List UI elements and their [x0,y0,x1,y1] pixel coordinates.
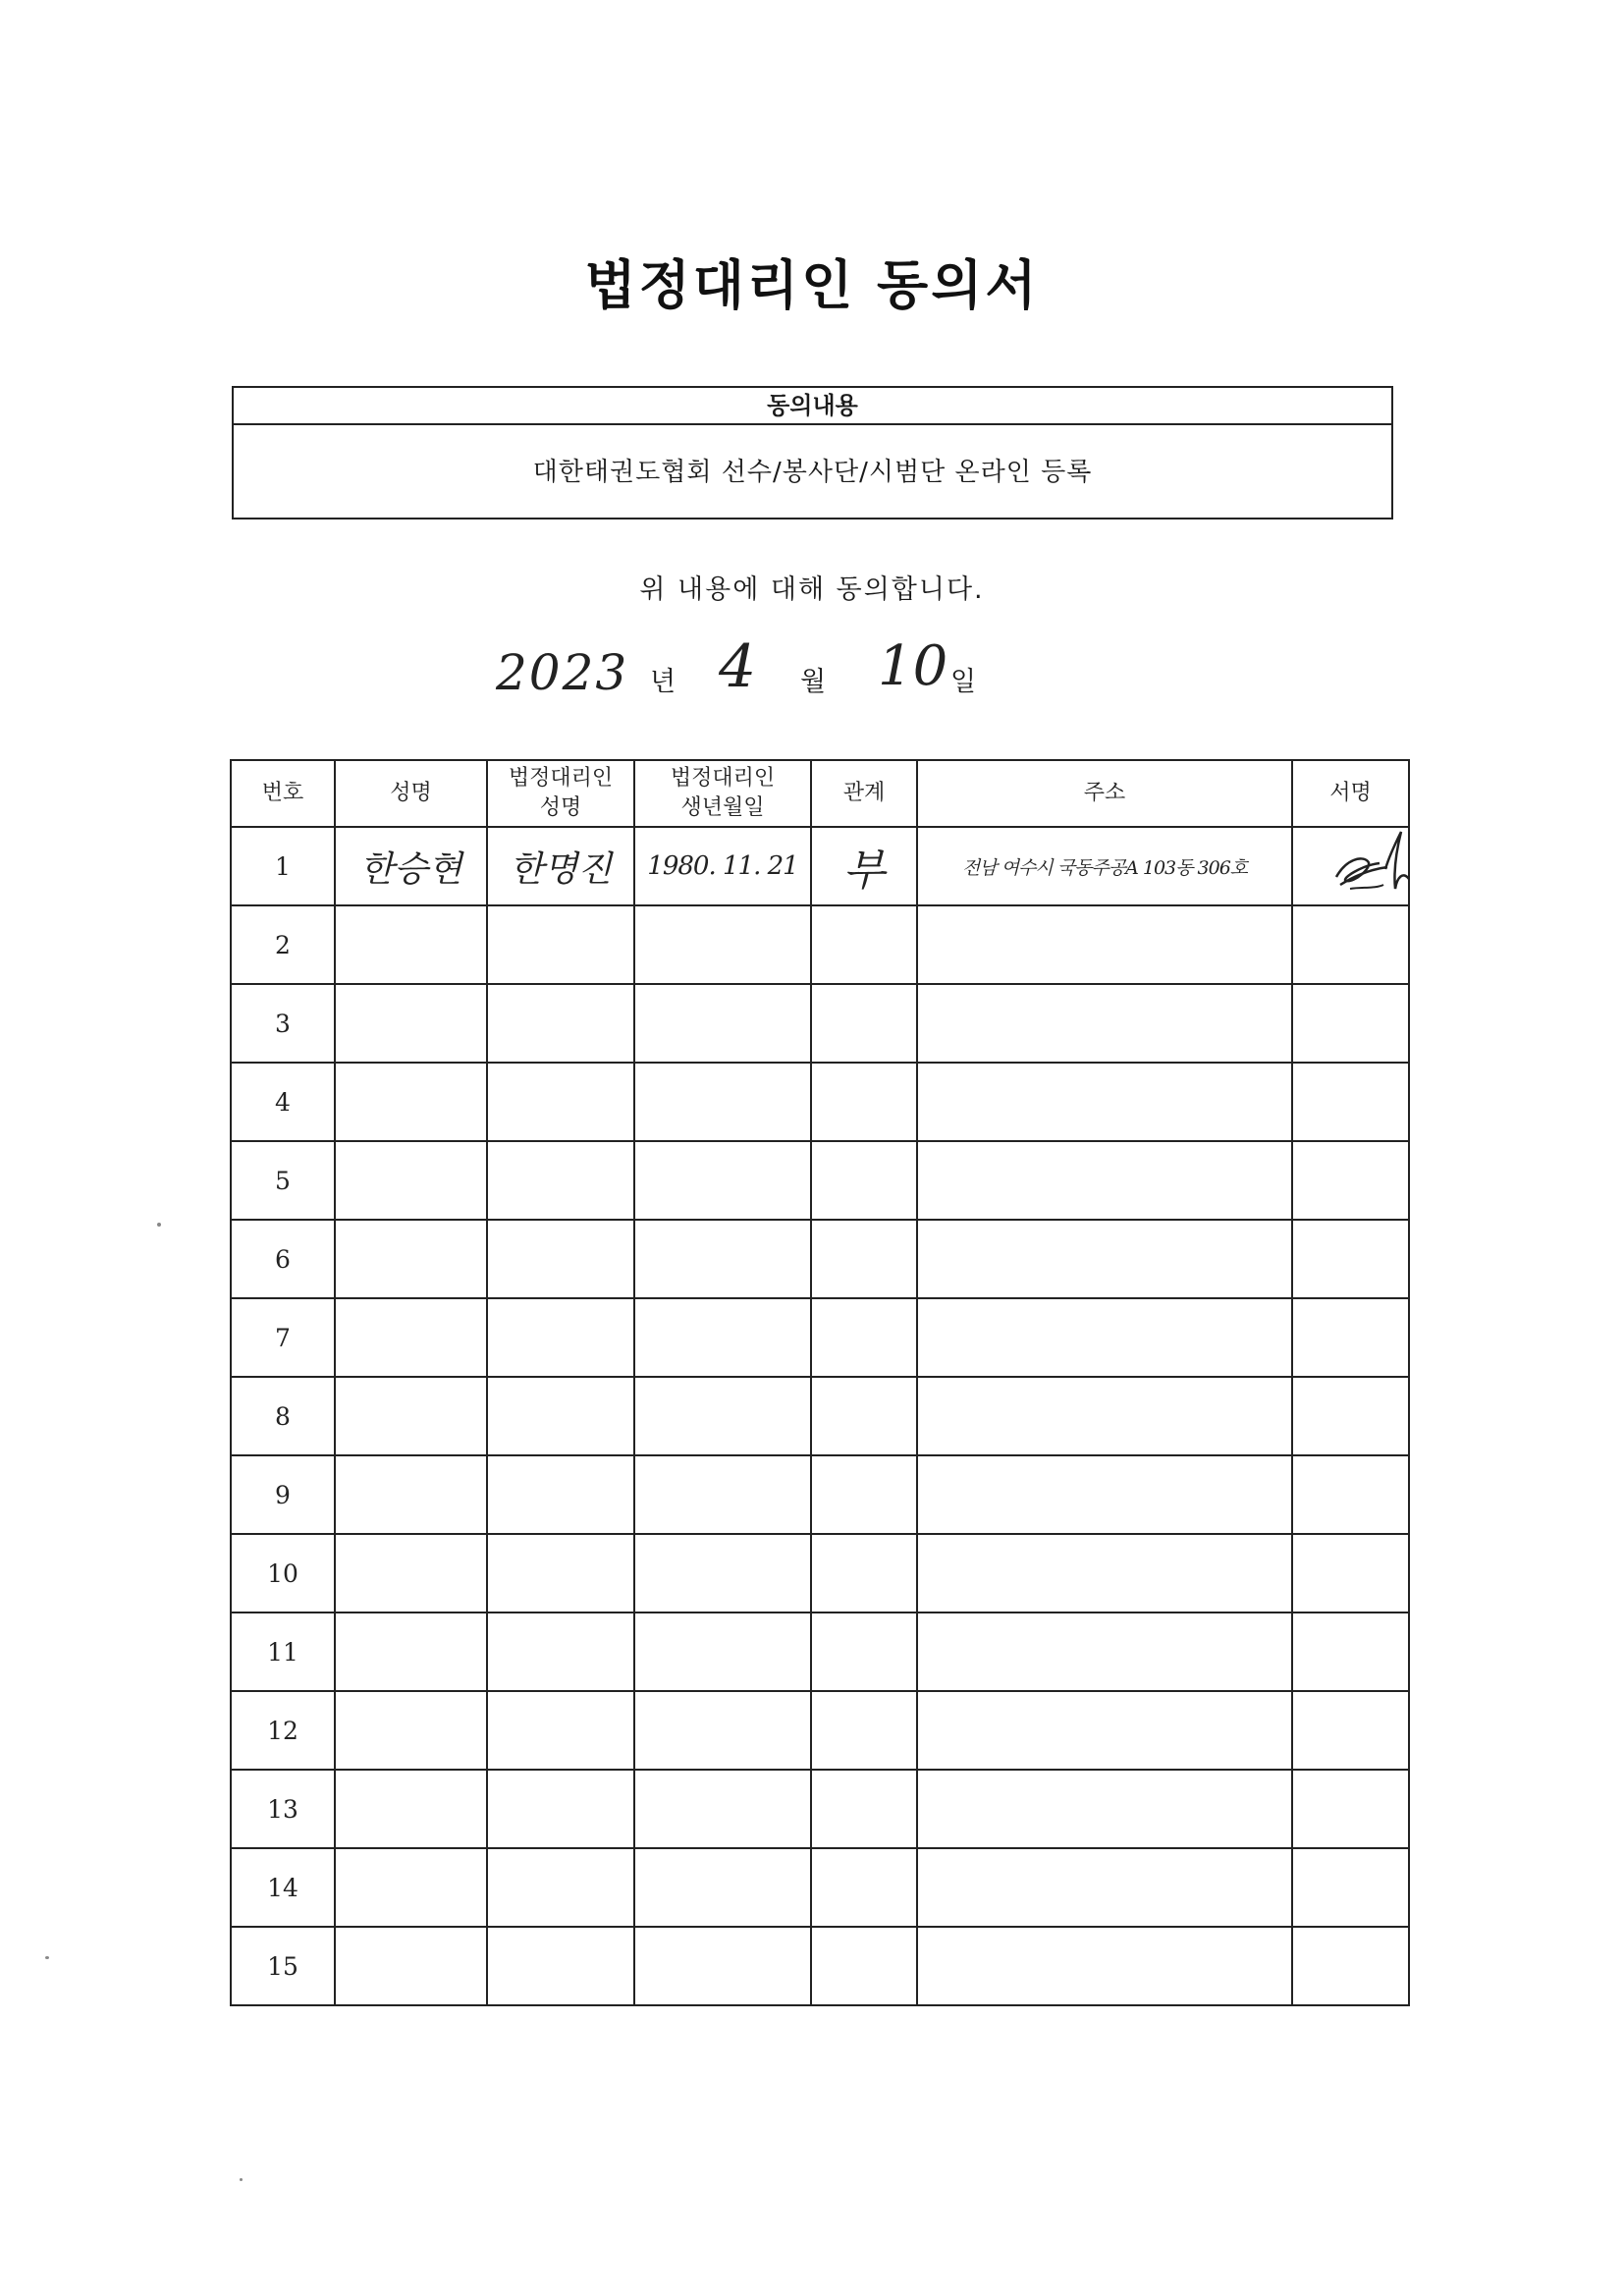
row-address [917,984,1292,1063]
row-relation [811,1613,917,1691]
header-number: 번호 [231,760,335,827]
header-guardian-name-line2: 성명 [539,795,582,820]
row-guardian-name [487,1377,634,1455]
table-row [231,1770,1409,1848]
row-relation [811,1141,917,1220]
row-name [335,1220,487,1298]
row-guardian-birth [634,1298,811,1377]
signature-drawing [1332,830,1411,899]
row-address [917,1691,1292,1770]
row-name [335,1063,487,1141]
row-signature [1292,1848,1409,1927]
row-address [917,1927,1292,2005]
row-guardian-name [487,1848,634,1927]
table-row [231,1063,1409,1141]
row-guardian-birth [634,905,811,984]
row-number: 3 [231,984,335,1063]
row-signature [1292,827,1409,905]
row-signature [1292,1691,1409,1770]
table-row [231,1691,1409,1770]
row-address [917,1770,1292,1848]
row-guardian-birth [634,1770,811,1848]
row-relation [811,1298,917,1377]
row-guardian-birth [634,1534,811,1613]
row-guardian-birth: 1980. 11. 21 [634,827,811,905]
scan-speck [157,1223,161,1227]
row-address [917,1613,1292,1691]
row-guardian-birth [634,984,811,1063]
row-name [335,1927,487,2005]
header-guardian-birth-line1: 법정대리인 [670,766,776,791]
row-signature [1292,1770,1409,1848]
row-guardian-name [487,1770,634,1848]
date-month: 4 [719,632,757,701]
table-row [231,1455,1409,1534]
date-day-label: 일 [950,667,977,697]
row-address [917,1220,1292,1298]
row-guardian-name [487,1534,634,1613]
table-row [231,984,1409,1063]
table-row [231,1141,1409,1220]
row-address [917,1141,1292,1220]
row-signature [1292,984,1409,1063]
row-guardian-birth [634,1220,811,1298]
table-row [231,1220,1409,1298]
row-number: 7 [231,1298,335,1377]
row-guardian-birth [634,1377,811,1455]
row-relation: 부 [811,827,917,905]
header-address: 주소 [917,760,1292,827]
header-name: 성명 [335,760,487,827]
row-name [335,1848,487,1927]
row-signature [1292,1927,1409,2005]
row-guardian-name [487,905,634,984]
row-relation [811,1770,917,1848]
row-address [917,905,1292,984]
date-year: 2023 [496,644,629,701]
row-number: 8 [231,1377,335,1455]
row-guardian-birth [634,1063,811,1141]
row-relation [811,1927,917,2005]
row-guardian-birth [634,1691,811,1770]
header-guardian-birth-line2: 생년월일 [680,795,765,820]
row-signature [1292,1298,1409,1377]
consent-header: 동의내용 [234,388,1391,425]
table-row [231,1534,1409,1613]
table-row [231,1298,1409,1377]
table-row [231,1613,1409,1691]
header-signature: 서명 [1292,760,1409,827]
row-relation [811,905,917,984]
date-month-label: 월 [800,667,827,697]
header-guardian-name [487,760,634,827]
document-title: 법정대리인 동의서 [584,254,1040,316]
row-guardian-name [487,1613,634,1691]
row-signature [1292,1613,1409,1691]
row-number: 6 [231,1220,335,1298]
row-name [335,1613,487,1691]
row-relation [811,1220,917,1298]
table-row [231,905,1409,984]
row-relation [811,1377,917,1455]
row-relation [811,1534,917,1613]
row-guardian-birth [634,1141,811,1220]
row-guardian-name [487,1220,634,1298]
header-relation: 관계 [811,760,917,827]
table-row [231,1927,1409,2005]
row-number: 15 [231,1927,335,2005]
agreement-statement: 위 내용에 대해 동의합니다. [639,574,985,605]
row-relation [811,1455,917,1534]
table-header-row [231,760,1409,827]
row-signature [1292,1455,1409,1534]
row-number: 14 [231,1848,335,1927]
table-row [231,1848,1409,1927]
row-signature [1292,1141,1409,1220]
row-number: 11 [231,1613,335,1691]
row-address [917,1455,1292,1534]
row-number: 2 [231,905,335,984]
row-name [335,1298,487,1377]
row-name [335,1534,487,1613]
row-guardian-birth [634,1848,811,1927]
row-signature [1292,1377,1409,1455]
consent-box [232,386,1393,519]
row-name [335,1691,487,1770]
row-name [335,1377,487,1455]
row-number: 1 [231,827,335,905]
row-relation [811,1691,917,1770]
row-guardian-name [487,1927,634,2005]
scan-speck [240,2178,243,2181]
row-address [917,1534,1292,1613]
row-number: 5 [231,1141,335,1220]
row-relation [811,1063,917,1141]
date-year-label: 년 [650,667,677,697]
table-row [231,827,1409,905]
row-name: 한승현 [335,827,487,905]
row-guardian-name [487,984,634,1063]
date-day: 10 [878,634,948,698]
row-signature [1292,905,1409,984]
row-address: 전남 여수시 국동주공A 103동 306호 [917,827,1292,905]
registration-table [230,759,1410,2006]
row-guardian-name [487,1298,634,1377]
row-guardian-name [487,1691,634,1770]
table-row [231,1377,1409,1455]
row-guardian-name [487,1455,634,1534]
row-guardian-name [487,1063,634,1141]
row-name [335,984,487,1063]
row-number: 13 [231,1770,335,1848]
row-signature [1292,1220,1409,1298]
row-guardian-birth [634,1455,811,1534]
date-line [0,632,1624,707]
row-name [335,1455,487,1534]
row-signature [1292,1534,1409,1613]
row-guardian-birth [634,1613,811,1691]
row-relation [811,984,917,1063]
row-name [335,1770,487,1848]
row-relation [811,1848,917,1927]
scan-speck [45,1956,49,1959]
row-number: 10 [231,1534,335,1613]
row-address [917,1848,1292,1927]
row-address [917,1377,1292,1455]
header-guardian-birth [634,760,811,827]
row-number: 4 [231,1063,335,1141]
row-address [917,1063,1292,1141]
row-address [917,1298,1292,1377]
consent-body: 대한태권도협회 선수/봉사단/시범단 온라인 등록 [532,458,1093,487]
row-guardian-name: 한명진 [487,827,634,905]
row-guardian-name [487,1141,634,1220]
row-number: 9 [231,1455,335,1534]
row-name [335,905,487,984]
row-name [335,1141,487,1220]
row-number: 12 [231,1691,335,1770]
row-guardian-birth [634,1927,811,2005]
row-signature [1292,1063,1409,1141]
header-guardian-name-line1: 법정대리인 [508,766,614,791]
